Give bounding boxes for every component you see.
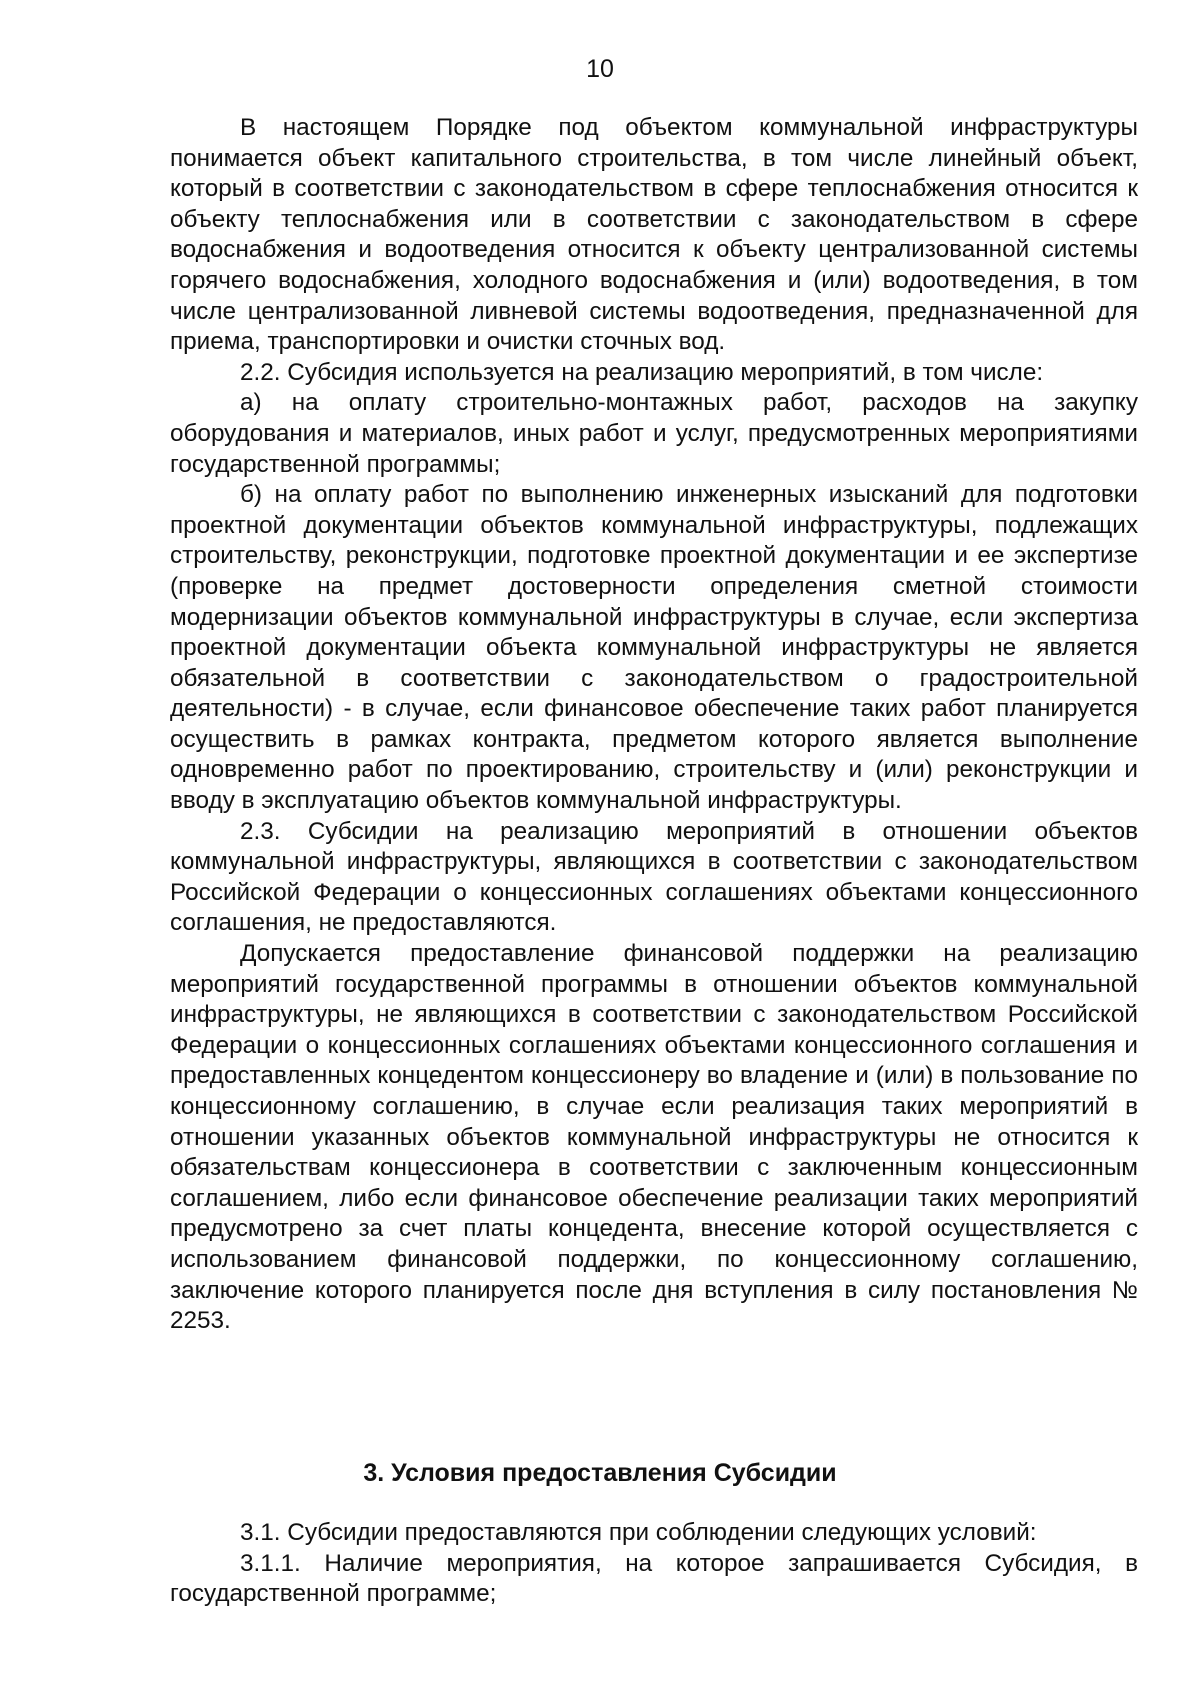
paragraph-financial-support: Допускается предоставление финансовой поддержки на реализацию мероприятий государственной программы в отношении объектов коммунальной инфраструктуры, не являющихся в соответствии с законодательством Российской Федерации о концессионных соглашениях объектами концессионного соглашения и предоставленных концедентом концессионеру во владение и (или) в пользование по концессионному соглашению, в случае если реализация таких мероприятий в отношении указанных объектов коммунальной инфраструктуры не относится к обязательствам концессионера в соответствии с заключенным концессионным соглашением, либо если финансовое обеспечение реализации таких мероприятий предусмотрено за счет платы концедента, внесение которой осуществляется с использованием финансовой поддержки, по концессионному соглашению, заключение которого планируется после дня вступления в силу постановления № 2253.	[170, 940, 1138, 1335]
page-number: 10	[586, 55, 614, 83]
section-title: 3. Условия предоставления Субсидии	[363, 1459, 837, 1487]
paragraph-2-2: 2.2. Субсидия используется на реализацию мероприятий, в том числе:	[240, 358, 1044, 386]
main-text	[170, 113, 1138, 1337]
paragraph-3-1-1: 3.1.1. Наличие мероприятия, на которое запрашивается Субсидия, в государственной программе;	[170, 1549, 1138, 1608]
section-text	[170, 1518, 1138, 1610]
paragraph-2-2-a: а) на оплату строительно-монтажных работ, расходов на закупку оборудования и материалов, иных работ и услуг, предусмотренных мероприятиями государственной программы;	[170, 389, 1138, 478]
paragraph-2-3: 2.3. Субсидии на реализацию мероприятий в отношении объектов коммунальной инфраструктуры, являющихся в соответствии с законодательством Российской Федерации о концессионных соглашениях объектами концессионного соглашения, не предоставляются.	[170, 817, 1138, 937]
paragraph-2-2-b: б) на оплату работ по выполнению инженерных изысканий для подготовки проектной документации объектов коммунальной инфраструктуры, подлежащих строительству, реконструкции, подготовке проектной документации и ее экспертизе (проверке на предмет достоверности определения сметной стоимости модернизации объектов коммунальной инфраструктуры в случае, если экспертиза проектной документации объекта коммунальной инфраструктуры не является обязательной в соответствии с законодательством о градостроительной деятельности) - в случае, если финансовое обеспечение таких работ планируется осуществить в рамках контракта, предметом которого является выполнение одновременно работ по проектированию, строительству и (или) реконструкции и вводу в эксплуатацию объектов коммунальной инфраструктуры.	[170, 481, 1138, 815]
paragraph-definition: В настоящем Порядке под объектом коммунальной инфраструктуры понимается объект капитального строительства, в том числе линейный объект, который в соответствии с законодательством в сфере теплоснабжения относится к объекту теплоснабжения или в соответствии с законодательством в сфере водоснабжения и водоотведения относится к объекту централизованной системы горячего водоснабжения, холодного водоснабжения и (или) водоотведения, в том числе централизованной ливневой системы водоотведения, предназначенной для приема, транспортировки и очистки сточных вод.	[170, 114, 1138, 356]
paragraph-3-1: 3.1. Субсидии предоставляются при соблюдении следующих условий:	[240, 1519, 1037, 1546]
